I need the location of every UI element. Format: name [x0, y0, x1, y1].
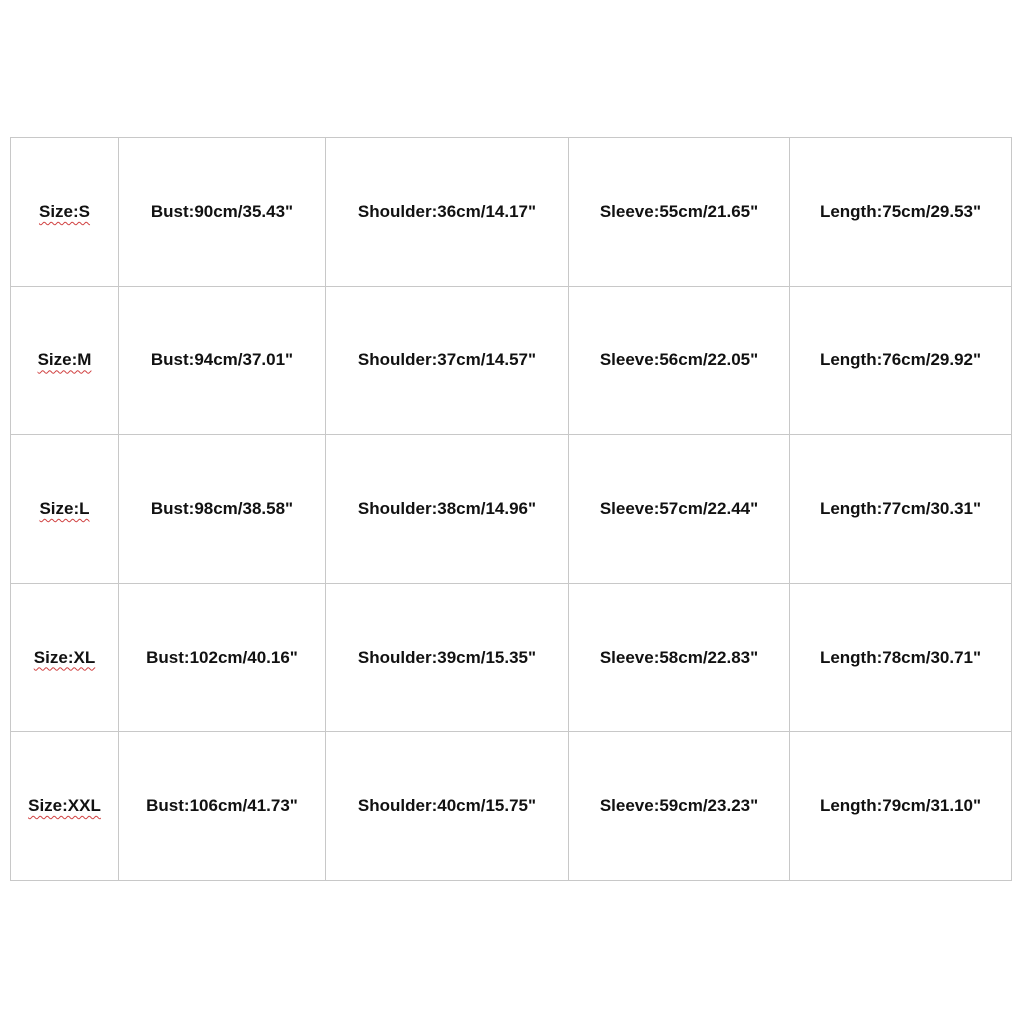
bust-cell: Bust:102cm/40.16" — [119, 583, 326, 732]
shoulder-cell: Shoulder:37cm/14.57" — [326, 286, 569, 435]
sleeve-cell: Sleeve:56cm/22.05" — [569, 286, 790, 435]
bust-cell: Bust:94cm/37.01" — [119, 286, 326, 435]
sleeve-cell: Sleeve:58cm/22.83" — [569, 583, 790, 732]
size-cell — [11, 138, 119, 287]
length-cell: Length:78cm/30.71" — [790, 583, 1012, 732]
length-cell: Length:79cm/31.10" — [790, 732, 1012, 881]
shoulder-cell: Shoulder:39cm/15.35" — [326, 583, 569, 732]
table-row — [11, 732, 1012, 881]
size-label: Size:M — [37, 350, 92, 370]
length-cell: Length:76cm/29.92" — [790, 286, 1012, 435]
size-cell — [11, 732, 119, 881]
bust-cell: Bust:90cm/35.43" — [119, 138, 326, 287]
size-label: Size:L — [39, 498, 90, 518]
length-cell: Length:75cm/29.53" — [790, 138, 1012, 287]
sleeve-cell: Sleeve:57cm/22.44" — [569, 435, 790, 584]
bust-cell: Bust:98cm/38.58" — [119, 435, 326, 584]
table-row — [11, 138, 1012, 287]
length-cell: Length:77cm/30.31" — [790, 435, 1012, 584]
table-row — [11, 583, 1012, 732]
size-chart-table — [10, 137, 1012, 881]
shoulder-cell: Shoulder:38cm/14.96" — [326, 435, 569, 584]
shoulder-cell: Shoulder:40cm/15.75" — [326, 732, 569, 881]
size-label: Size:XL — [33, 647, 96, 667]
table-row — [11, 435, 1012, 584]
bust-cell: Bust:106cm/41.73" — [119, 732, 326, 881]
shoulder-cell: Shoulder:36cm/14.17" — [326, 138, 569, 287]
size-cell — [11, 286, 119, 435]
size-cell — [11, 435, 119, 584]
table-row — [11, 286, 1012, 435]
sleeve-cell: Sleeve:55cm/21.65" — [569, 138, 790, 287]
size-label: Size:S — [38, 201, 91, 221]
size-cell — [11, 583, 119, 732]
sleeve-cell: Sleeve:59cm/23.23" — [569, 732, 790, 881]
size-label: Size:XXL — [28, 796, 101, 816]
